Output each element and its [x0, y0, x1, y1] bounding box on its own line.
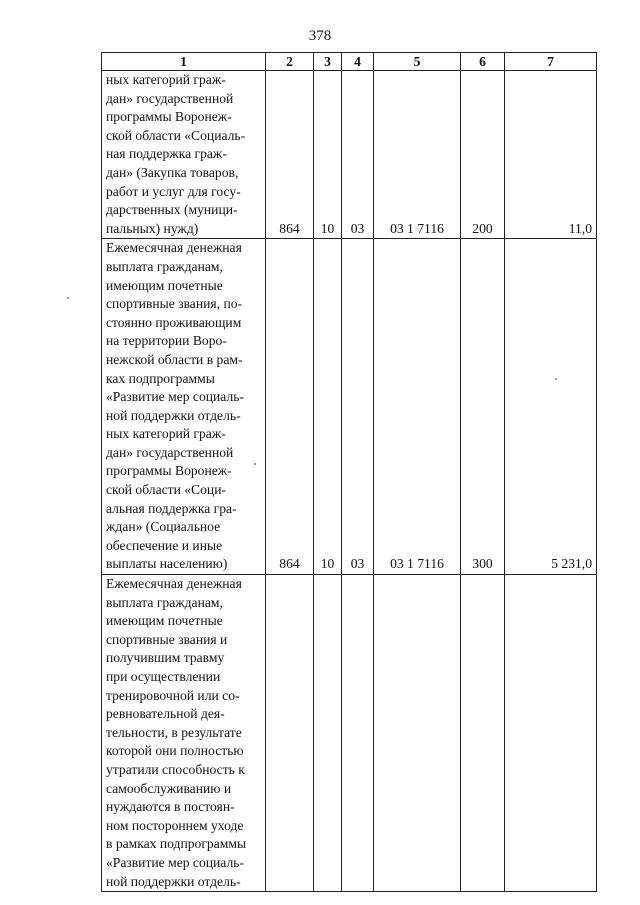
department-code: 864: [266, 239, 314, 575]
subsection-code: [342, 575, 374, 892]
column-header-2: 2: [266, 53, 314, 71]
column-header-1: 1: [102, 53, 266, 71]
scan-speck: [67, 297, 69, 299]
column-header-7: 7: [505, 53, 597, 71]
row-description: ных категорий граж- дан» государственной программы Воронеж- ской области «Социаль- ная поддержка граж- дан» (Закупка товаров, работ и услуг для госу- дарственных (муници- пальных) нужд): [102, 71, 266, 239]
amount-value: 11,0: [505, 71, 597, 239]
column-header-5: 5: [374, 53, 461, 71]
table-row: [102, 575, 597, 892]
row-description: Ежемесячная денежная выплата гражданам, имеющим почетные спортивные звания и получившим травму при осуществлении тренировочной или со- ревновательной дея- тельности, в результате которой они полностью утратили способность к самообслуживанию и нуждаются в постоян- ном постороннем уходе в рамках подпрограммы «Развитие мер социаль- ной поддержки отдель-: [102, 575, 266, 892]
budget-table: [101, 52, 597, 892]
page-number: 378: [308, 28, 332, 44]
section-code: 10: [314, 239, 342, 575]
section-code: 10: [314, 71, 342, 239]
amount-value: [505, 575, 597, 892]
table-row: [102, 239, 597, 575]
row-description: Ежемесячная денежная выплата гражданам, имеющим почетные спортивные звания, по- стоянно проживающим на территории Воро- нежской области в рам- ках подпрограммы «Развитие мер социаль- ной поддержки отдель- ных категорий граж- дан» государственной программы Воронеж- ской области «Соци- альная поддержка гра- ждан» (Социальное обеспечение и иные выплаты населению): [102, 239, 266, 575]
column-header-3: 3: [314, 53, 342, 71]
subsection-code: 03: [342, 239, 374, 575]
target-article-code: [374, 575, 461, 892]
scan-speck: [254, 463, 256, 465]
department-code: [266, 575, 314, 892]
table-row: [102, 71, 597, 239]
header-row: [102, 53, 597, 71]
section-code: [314, 575, 342, 892]
scan-speck: [555, 378, 557, 380]
expense-type-code: [461, 575, 505, 892]
column-header-4: 4: [342, 53, 374, 71]
expense-type-code: 300: [461, 239, 505, 575]
column-header-6: 6: [461, 53, 505, 71]
target-article-code: 03 1 7116: [374, 71, 461, 239]
amount-value: 5 231,0: [505, 239, 597, 575]
target-article-code: 03 1 7116: [374, 239, 461, 575]
subsection-code: 03: [342, 71, 374, 239]
department-code: 864: [266, 71, 314, 239]
expense-type-code: 200: [461, 71, 505, 239]
